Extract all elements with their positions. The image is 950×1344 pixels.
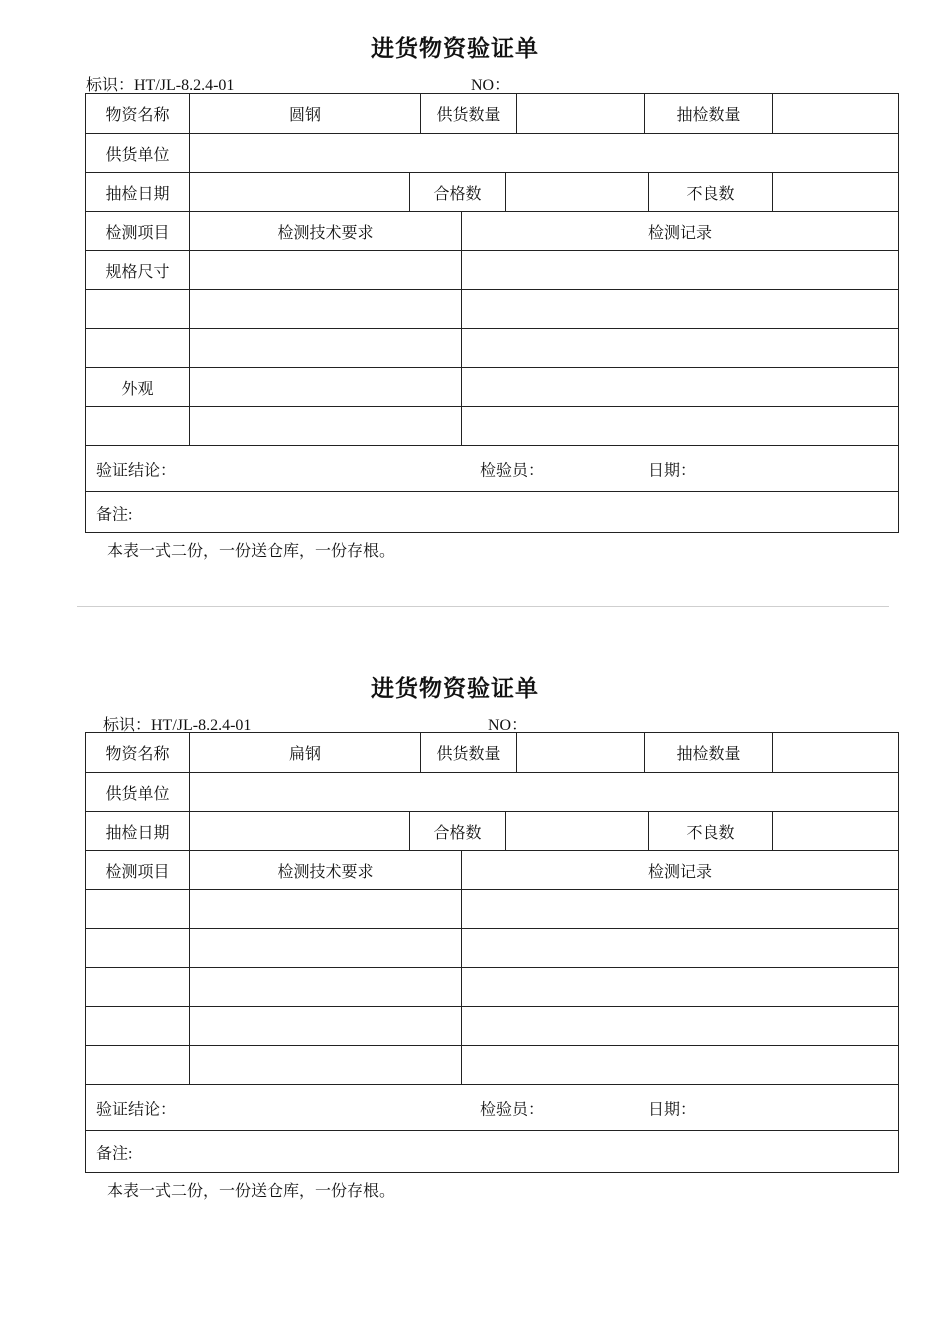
sample-date-label: 抽检日期 [105,824,170,842]
form-note: 本表一式二份，一份送仓库，一份存根。 [107,1183,396,1200]
table-row [86,172,898,211]
record-field[interactable] [461,968,898,1006]
remark-label: 备注: [96,506,133,523]
form-title: 进货物资验证单 [371,676,539,702]
item-name [86,968,189,1006]
table-row [86,1006,898,1045]
supplier-label: 供货单位 [105,785,170,803]
form-id-label: 标识：HT/JL-8.2.4-01 [86,77,235,94]
supply-qty-label: 供货数量 [420,94,516,133]
form-note: 本表一式二份，一份送仓库，一份存根。 [107,543,396,560]
requirement-field[interactable] [189,1007,461,1045]
table-row [86,1045,898,1084]
record-field[interactable] [461,929,898,967]
supplier-field[interactable] [189,773,898,811]
item-name [86,890,189,928]
remark-label: 备注: [96,1145,133,1163]
sample-qty-field[interactable] [772,733,898,772]
qualified-label: 合格数 [409,812,505,850]
conclusion-label: 验证结论： [96,1101,177,1118]
inspector-label: 检验员： [480,1101,545,1118]
requirement-field[interactable] [189,329,461,367]
material-name-label: 物资名称 [105,746,170,763]
item-name [86,1007,189,1045]
requirement-field[interactable] [189,968,461,1006]
sample-qty-label: 抽检数量 [644,94,772,133]
table-row [86,889,898,928]
table-row [86,211,898,250]
qualified-label: 合格数 [409,173,505,211]
table-row [86,94,898,133]
conclusion-row [86,1084,898,1130]
table-row [86,289,898,328]
form-id-label: 标识：HT/JL-8.2.4-01 [103,717,252,734]
conclusion-row [86,445,898,491]
table-row [86,850,898,889]
supplier-field[interactable] [189,134,898,172]
sample-date-field[interactable] [189,812,409,850]
supplier-label: 供货单位 [105,146,170,164]
defective-label: 不良数 [648,173,772,211]
requirement-field[interactable] [189,929,461,967]
requirement-header: 检测技术要求 [189,851,461,889]
form-no-label: NO： [471,77,511,94]
item-header: 检测项目 [105,224,170,242]
table-row [86,967,898,1006]
table-row [86,928,898,967]
supply-qty-field[interactable] [516,733,644,772]
form-no-label: NO： [488,717,528,734]
defective-label: 不良数 [648,812,772,850]
conclusion-label: 验证结论： [96,462,177,479]
supply-qty-field[interactable] [516,94,644,133]
sample-qty-field[interactable] [772,94,898,133]
table-row [86,250,898,289]
sample-qty-label: 抽检数量 [644,733,772,772]
material-name-value[interactable]: 圆钢 [189,94,420,133]
record-field[interactable] [461,368,898,406]
sample-date-label: 抽检日期 [105,185,170,203]
requirement-field[interactable] [189,368,461,406]
table-row [86,133,898,172]
table-row [86,406,898,445]
item-header: 检测项目 [105,863,170,881]
record-field[interactable] [461,290,898,328]
table-row [86,733,898,772]
form-title: 进货物资验证单 [371,36,539,62]
table-row [86,811,898,850]
verification-table [85,732,899,1173]
requirement-field[interactable] [189,251,461,289]
sample-date-field[interactable] [189,173,409,211]
item-name [86,407,189,445]
record-field[interactable] [461,1046,898,1084]
item-name: 外观 [121,380,154,398]
record-header: 检测记录 [461,212,898,250]
record-header: 检测记录 [461,851,898,889]
item-name [86,290,189,328]
item-name [86,329,189,367]
item-name [86,1046,189,1084]
date-label: 日期： [648,1101,697,1118]
record-field[interactable] [461,329,898,367]
page-divider [77,606,889,607]
table-row [86,328,898,367]
remark-row [86,491,898,533]
requirement-field[interactable] [189,407,461,445]
qualified-field[interactable] [505,812,648,850]
requirement-field[interactable] [189,890,461,928]
material-name-value[interactable]: 扁钢 [189,733,420,772]
supply-qty-label: 供货数量 [420,733,516,772]
table-row [86,367,898,406]
requirement-field[interactable] [189,290,461,328]
record-field[interactable] [461,890,898,928]
date-label: 日期： [648,462,697,479]
defective-field[interactable] [772,173,898,211]
verification-table [85,93,899,533]
remark-row [86,1130,898,1173]
requirement-header: 检测技术要求 [189,212,461,250]
defective-field[interactable] [772,812,898,850]
inspector-label: 检验员： [480,462,545,479]
record-field[interactable] [461,407,898,445]
item-name [86,929,189,967]
item-name: 规格尺寸 [105,263,170,281]
table-row [86,772,898,811]
record-field[interactable] [461,1007,898,1045]
record-field[interactable] [461,251,898,289]
material-name-label: 物资名称 [105,107,170,124]
requirement-field[interactable] [189,1046,461,1084]
qualified-field[interactable] [505,173,648,211]
